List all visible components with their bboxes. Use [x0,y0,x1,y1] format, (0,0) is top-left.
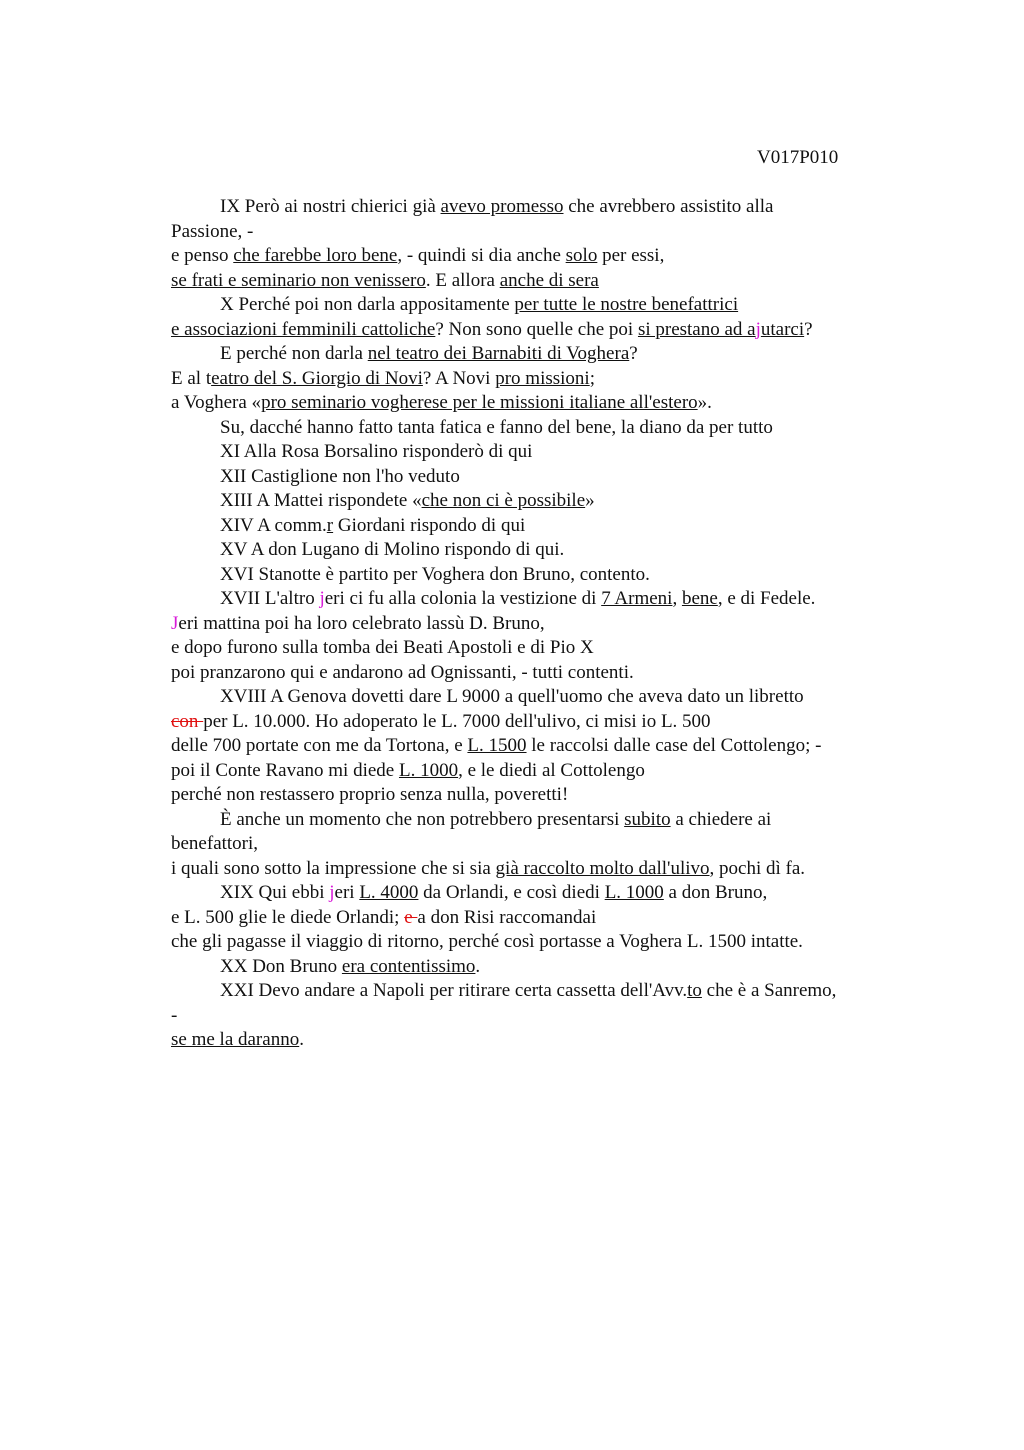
text-segment: che è a Sanremo, [701,980,837,1001]
text-segment: a don Bruno, [663,882,768,903]
text-segment: ? [629,343,638,364]
letter-body [171,195,911,1053]
text-line [171,661,911,686]
text-line [171,857,911,882]
underlined-text: già raccolto molto dall'ulivo [495,857,710,879]
text-line [171,465,911,490]
text-line [171,1028,911,1053]
text-line [171,783,911,808]
text-segment: XIV A comm. [220,514,327,536]
text-line [171,514,911,539]
underlined-text: per tutte le nostre benefattrici [514,294,739,315]
text-line [171,685,911,710]
text-segment: XXI Devo andare a Napoli per ritirare certa cassetta dell'Avv. [220,980,688,1001]
underlined-text: nel teatro dei Barnabiti di Voghera [367,343,630,364]
text-segment: ? [804,318,813,340]
text-segment: - [171,1004,178,1026]
text-segment: eri [334,882,360,903]
text-line [171,220,911,245]
text-segment: , pochi dì fa. [709,857,806,879]
text-segment: le raccolsi dalle case del Cottolengo; - [526,735,822,756]
text-segment: XII Castiglione non l'ho veduto [220,465,460,487]
text-line [171,930,911,955]
underlined-text: che farebbe loro bene [233,245,398,266]
text-segment: XIX Qui ebbi [220,882,330,903]
text-segment: . [299,1029,304,1050]
text-line [171,538,911,563]
text-segment: XX Don Bruno [220,955,342,977]
text-line [171,759,911,784]
text-line [171,636,911,661]
underlined-text: solo [565,245,598,266]
text-segment: . [475,955,481,977]
text-segment: benefattori, [171,833,259,854]
text-segment: ? A Novi [422,367,496,389]
text-segment: e penso [171,245,234,266]
text-segment: XVI Stanotte è partito per Voghera don Bruno, contento. [220,563,650,585]
text-segment: Su, dacché hanno fatto tanta fatica e fanno del bene, la diano da per tutto [220,416,773,438]
page-identifier: V017P010 [757,147,839,168]
underlined-text: L. 1000 [398,759,459,781]
text-line [171,416,911,441]
text-segment: a chiedere ai [670,808,772,830]
underlined-text: r [326,514,334,536]
text-line [171,710,911,735]
text-segment: Passione, - [171,220,254,242]
underlined-text: se frati e seminario non venissero [171,269,426,291]
text-segment: e dopo furono sulla tomba dei Beati Apostoli e di Pio X [171,637,594,658]
underlined-text: to [687,980,702,1001]
text-segment: perché non restassero proprio senza nulla, poveretti! [171,784,569,805]
text-line [171,318,911,343]
text-segment: Giordani rispondo di qui [333,514,526,536]
underlined-text: si prestano ad a [637,318,756,340]
underlined-text: era contentissimo [341,955,476,977]
text-segment: per L. 10.000. Ho adoperato le L. 7000 dell'ulivo, ci misi io L. 500 [203,710,711,732]
text-line [171,881,911,906]
text-segment: eri mattina poi ha loro celebrato lassù D. Bruno, [178,612,545,634]
text-segment: XVII L'altro [220,588,320,609]
text-line [171,955,911,980]
text-segment: » [585,490,595,511]
text-segment: i quali sono sotto la impressione che si sia [171,857,496,879]
text-segment: eri ci fu alla colonia la vestizione di [324,588,602,609]
text-segment: e L. 500 glie le diede Orlandi; [171,906,405,928]
underlined-text: L. 1000 [604,882,664,903]
text-line [171,391,911,416]
text-segment: che avrebbero assistito alla [563,196,774,217]
text-segment: XVIII A Genova dovetti dare L 9000 a quell'uomo che aveva dato un libretto [220,686,804,707]
text-segment: . E allora [425,269,500,291]
underlined-text: utarci [760,318,805,340]
text-segment: XIII A Mattei rispondete « [220,490,422,511]
text-segment: , e le diedi al Cottolengo [458,759,645,781]
underlined-text: 7 Armeni [601,588,673,609]
text-line [171,293,911,318]
text-line [171,195,911,220]
text-line [171,244,911,269]
text-line [171,563,911,588]
text-line [171,808,911,833]
underlined-text: anche di sera [499,269,599,291]
underlined-text: L. 4000 [359,882,419,903]
underlined-text: subito [624,808,671,830]
text-segment: X Perché poi non darla appositamente [220,294,515,315]
text-segment: , e di Fedele. [717,588,816,609]
text-segment: XV A don Lugano di Molino rispondo di qui. [220,539,565,560]
correction-letter: j [319,588,325,609]
text-segment: ? Non sono quelle che poi [435,318,638,340]
text-segment: poi pranzarono qui e andarono ad Ognissanti, - tutti contenti. [171,661,634,683]
text-segment: È anche un momento che non potrebbero presentarsi [220,808,625,830]
text-line [171,440,911,465]
correction-letter: j [329,882,335,903]
text-line [171,269,911,294]
text-line [171,979,911,1004]
underlined-text: L. 1500 [467,735,527,756]
text-segment: per essi, [597,245,665,266]
struck-text: con [171,710,204,732]
underlined-text: che non ci è possibile [421,490,586,511]
underlined-text: pro missioni [495,367,590,389]
text-segment: XI Alla Rosa Borsalino risponderò di qui [220,441,533,462]
text-segment: E al t [171,367,212,389]
text-line [171,1004,911,1029]
text-line [171,734,911,759]
text-segment: , - quindi si dia anche [397,245,566,266]
text-line [171,832,911,857]
text-line [171,612,911,637]
underlined-text: e associazioni femminili cattoliche [171,318,436,340]
text-segment: poi il Conte Ravano mi diede [171,759,399,781]
text-segment: E perché non darla [220,343,368,364]
text-segment: da Orlandi, e così diedi [418,882,605,903]
text-segment: che gli pagasse il viaggio di ritorno, perché così portasse a Voghera L. 1500 intatte. [171,931,803,952]
underlined-text: avevo promesso [440,196,564,217]
text-segment: , [672,588,682,609]
text-line [171,367,911,392]
text-line [171,587,911,612]
underlined-text: pro seminario vogherese per le missioni italiane all'estero [261,392,698,413]
text-segment: IX Però ai nostri chierici già [220,196,441,217]
text-segment: a Voghera « [171,392,262,413]
text-segment: ». [697,392,712,413]
text-segment: delle 700 portate con me da Tortona, e [171,735,468,756]
correction-letter: j [755,318,761,340]
text-line [171,489,911,514]
text-line [171,342,911,367]
correction-letter: J [171,612,179,634]
underlined-text: bene [681,588,718,609]
struck-text: e [404,906,418,928]
underlined-text: eatro del S. Giorgio di Novi [211,367,423,389]
text-segment: a don Risi raccomandai [417,906,597,928]
underlined-text: se me la daranno [171,1029,300,1050]
text-line [171,906,911,931]
text-segment: ; [589,367,595,389]
